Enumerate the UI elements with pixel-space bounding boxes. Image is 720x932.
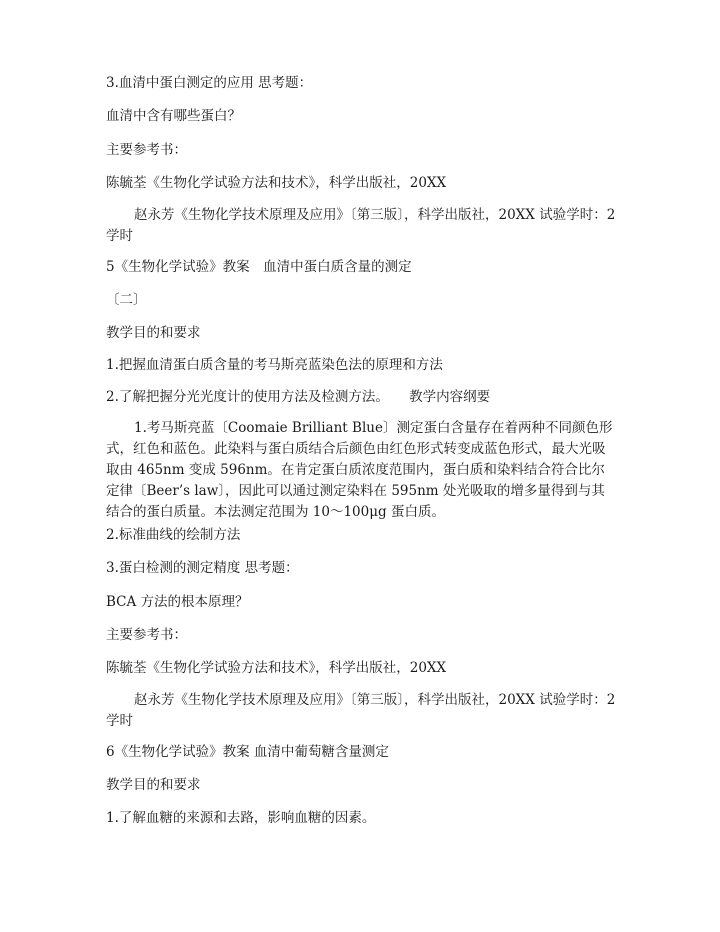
paragraph-20: 1.了解血糖的来源和去路，影响血糖的因素。 [106,810,376,826]
paragraph-18: 6《生物化学试验》教案 血清中葡萄糖含量测定 [106,744,389,760]
paragraph-5: 赵永芳《生物化学技术原理及应用》〔第三版〕，科学出版社，20XX 试验学时：2 学时 [106,207,620,244]
paragraph-2: 血清中含有哪些蛋白？ [106,108,241,124]
paragraph-7: 〔二〕 [106,292,147,308]
paragraph-19: 教学目的和要求 [106,777,201,793]
paragraph-4: 陈毓荃《生物化学试验方法和技术》，科学出版社，20XX [106,175,447,191]
paragraph-11: 1.考马斯亮蓝〔Coomaie Brilliant Blue〕测定蛋白含量存在着两种不同颜色形式，红色和蓝色。此染料与蛋白质结合后颜色由红色形式转变成蓝色形式，最大光吸取由 465nm 变成 596nm。在肯定蛋白质浓度范围内，蛋白质和染料结合符合比尔定律〔Beer’s law〕，因此可以通过测定染料在 595nm 处光吸取的增多量得到与其结合的蛋白质量。本法测定范围为 10～100μg 蛋白质。 [106,420,613,520]
paragraph-16: 陈毓荃《生物化学试验方法和技术》，科学出版社，20XX [106,660,447,676]
paragraph-13: 3.蛋白检测的测定精度 思考题： [106,560,299,576]
paragraph-1: 3.血清中蛋白测定的应用 思考题： [106,75,313,91]
paragraph-3: 主要参考书： [106,142,187,158]
paragraph-9: 1.把握血清蛋白质含量的考马斯亮蓝染色法的原理和方法 [106,357,443,373]
paragraph-10: 2.了解把握分光光度计的使用方法及检测方法。 教学内容纲要 [106,389,491,405]
paragraph-15: 主要参考书： [106,627,187,643]
paragraph-14: BCA 方法的根本原理？ [106,594,249,610]
paragraph-6: 5《生物化学试验》教案 血清中蛋白质含量的测定 [106,259,412,275]
paragraph-17: 赵永芳《生物化学技术原理及应用》〔第三版〕，科学出版社，20XX 试验学时：2 学时 [106,692,620,729]
paragraph-8: 教学目的和要求 [106,325,201,341]
paragraph-12: 2.标准曲线的绘制方法 [106,527,241,543]
